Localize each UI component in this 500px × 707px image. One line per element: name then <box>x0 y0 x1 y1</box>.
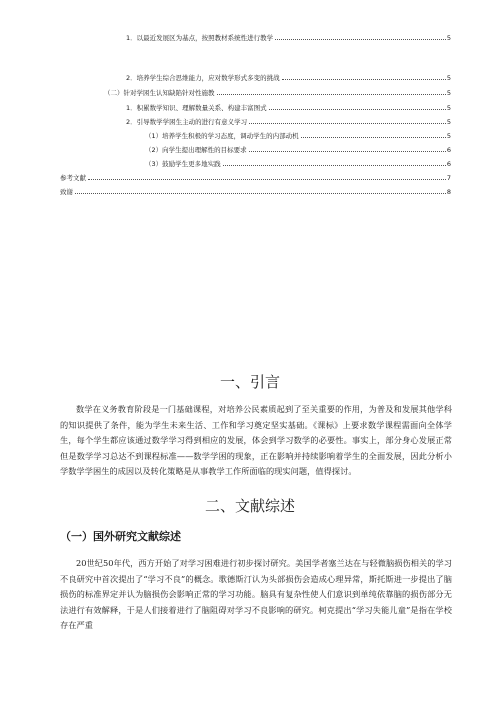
toc-entry[interactable] <box>60 184 451 196</box>
toc-leader-dots <box>249 123 446 124</box>
toc-leader-dots <box>269 109 446 110</box>
toc-entry-text: 1．积累数学知识、理解数量关系、构建丰富图式 <box>126 104 267 112</box>
toc-entry-page: 7 <box>446 174 451 182</box>
toc-entry[interactable] <box>126 100 451 112</box>
toc-entry[interactable] <box>126 114 451 126</box>
toc-entry-text: （3）鼓励学生更多地实践 <box>145 160 221 168</box>
toc-entry[interactable] <box>145 142 451 154</box>
toc-entry-text: 1．以最近发展区为基点，按照教材系统性进行教学 <box>126 34 274 42</box>
toc-entry-text: 2．培养学生综合思维能力，应对数学形式多变的挑战 <box>126 74 280 82</box>
toc-entry[interactable] <box>60 170 451 182</box>
toc-entry-page: 5 <box>446 118 451 126</box>
toc-entry-text: 2．引导数学学困生主动的进行有意义学习 <box>126 118 248 126</box>
toc-leader-dots <box>223 165 446 166</box>
toc-entry-page: 5 <box>446 74 451 82</box>
toc-entry-page: 5 <box>446 104 451 112</box>
section-title-literature-review: 二、文献综述 <box>204 497 295 515</box>
toc-entry-text: 致谢 <box>60 188 73 196</box>
toc-leader-dots <box>217 94 446 95</box>
toc-entry[interactable] <box>145 128 451 140</box>
toc-entry-text: （1）培养学生积极的学习态度，调动学生的内部动机 <box>145 132 299 140</box>
introduction-paragraph: 数学在义务教育阶段是一门基础课程，对培养公民素质起到了至关重要的作用，为普及和发展其他学科的知识提供了条件，能为学生未来生活、工作和学习奠定坚实基础。《课标》上要求数学课程需面向全体学生，每个学生都应该通过数学学习得到相应的发展，体会到学习数学的必要性。事实上，部分身心发展正常但是数学学习总达不到课程标准——数学学困的现象，正在影响并持续影响着学生的全面发展，因此分析小学数学学困生的成因以及转化策略是从事教学工作所面临的现实问题，值得探讨。 <box>60 404 452 477</box>
toc-entry-text: （二）针对学困生认知缺陷针对性施教 <box>104 89 215 97</box>
section-title-introduction: 一、引言 <box>219 373 280 391</box>
toc-leader-dots <box>249 151 446 152</box>
toc-entry-page: 8 <box>446 188 451 196</box>
subsection-title-foreign-research: （一）国外研究文献综述 <box>60 530 181 543</box>
toc-leader-dots <box>88 179 446 180</box>
foreign-research-paragraph: 20世纪50年代，西方开始了对学习困难进行初步探讨研究。美国学者塞兰达在与轻微脑损伤相关的学习不良研究中首次提出了“学习不良”的概念。歌德斯汀认为头部损伤会造成心理异常，斯托斯进一步提出了脑损伤的标准界定并认为脑损伤会影响正常的学习功能。脑具有复杂性使人们意识到单纯依靠脑的损伤部分无法进行有效解释，于是人们接着进行了脑阻碍对学习不良影响的研究。柯克提出“学习失能儿童”是指在学校存在严重 <box>60 558 452 631</box>
toc-leader-dots <box>282 79 446 80</box>
toc-entry-page: 5 <box>446 132 451 140</box>
toc-entry[interactable] <box>126 70 451 82</box>
toc-entry-text: 参考文献 <box>60 174 86 182</box>
toc-entry[interactable] <box>126 30 451 42</box>
toc-leader-dots <box>75 193 446 194</box>
toc-leader-dots <box>301 137 446 138</box>
toc-entry-page: 5 <box>446 89 451 97</box>
toc-entry[interactable] <box>104 85 451 97</box>
toc-leader-dots <box>275 39 446 40</box>
toc-entry-page: 5 <box>446 34 451 42</box>
toc-entry-text: （2）向学生提出理解性的目标要求 <box>145 146 247 154</box>
toc-entry[interactable] <box>145 156 451 168</box>
toc-entry-page: 6 <box>446 146 451 154</box>
toc-entry-page: 6 <box>446 160 451 168</box>
